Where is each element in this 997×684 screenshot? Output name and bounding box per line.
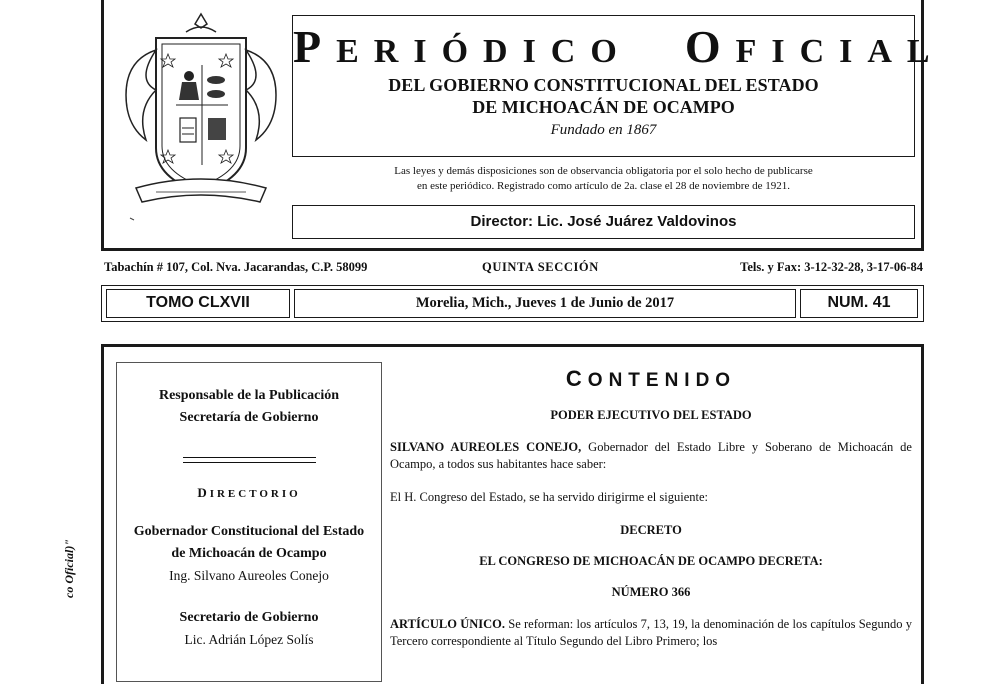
notice-line-2: en este periódico. Registrado como artículo de 2a. clase el 28 de noviembre de 1921. — [417, 179, 790, 192]
secretario-name: Lic. Adrián López Solís — [184, 632, 314, 647]
decreta-heading: EL CONGRESO DE MICHOACÁN DE OCAMPO DECRETA: — [479, 554, 823, 568]
intro-paragraph: SILVANO AUREOLES CONEJO, Gobernador del Estado Libre y Soberano de Michoacán de Ocampo, a todos sus habitantes hace saber: — [390, 440, 912, 471]
responsable-line-1: Responsable de la Publicación — [158, 388, 340, 403]
vertical-margin-text: co Oficial)" — [62, 539, 76, 598]
numero-heading: NÚMERO 366 — [611, 585, 691, 599]
phone-numbers: Tels. y Fax: 3-12-32-28, 3-17-06-84 — [740, 260, 923, 274]
notice-line-1: Las leyes y demás disposiciones son de observancia obligatoria por el solo hecho de publicarse — [394, 165, 813, 177]
address: Tabachín # 107, Col. Nva. Jacarandas, C.P. 58099 — [104, 260, 368, 274]
gobernador-name: Ing. Silvano Aureoles Conejo — [169, 568, 329, 583]
congreso-paragraph: El H. Congreso del Estado, se ha servido dirigirme el siguiente: — [390, 490, 708, 504]
legal-notice — [292, 164, 915, 194]
directory-heading: DIRECTORIO — [197, 485, 301, 500]
government-subtitle: DEL GOBIERNO CONSTITUCIONAL DEL ESTADO — [388, 74, 819, 95]
gobernador-role-1: Gobernador Constitucional del Estado — [133, 524, 365, 539]
responsable-line-2: Secretaría de Gobierno — [179, 410, 319, 425]
decreto-heading: DECRETO — [620, 523, 682, 537]
contents-title: CONTENIDO — [565, 366, 737, 391]
issue-date: Morelia, Mich., Jueves 1 de Junio de 2017 — [294, 289, 796, 318]
articulo-paragraph: ARTÍCULO ÚNICO. Se reforman: los artículos 7, 13, 19, la denominación de los capítulos Segundo y Tercero correspondiente al Título Segundo del Libro Primero; los — [390, 617, 912, 648]
gobernador-role-2: de Michoacán de Ocampo — [171, 546, 327, 561]
director-line: Director: Lic. José Juárez Valdovinos — [292, 205, 915, 239]
directory-panel — [116, 362, 382, 682]
newspaper-title: PERIÓDICO OFICIAL — [293, 21, 945, 72]
issue-info-row — [101, 285, 924, 322]
title-box — [292, 15, 945, 157]
contents-section — [390, 362, 912, 650]
tomo-label: TOMO CLXVII — [106, 289, 290, 318]
poder-heading: PODER EJECUTIVO DEL ESTADO — [550, 408, 752, 422]
michoacan-coat-of-arms-icon — [116, 10, 286, 222]
secretario-role: Secretario de Gobierno — [179, 610, 319, 625]
state-subtitle: DE MICHOACÁN DE OCAMPO — [472, 96, 735, 117]
section-label: QUINTA SECCIÓN — [482, 260, 599, 274]
founded-line: Fundado en 1867 — [550, 121, 657, 138]
divider — [183, 457, 316, 463]
issue-number: NUM. 41 — [800, 289, 918, 318]
